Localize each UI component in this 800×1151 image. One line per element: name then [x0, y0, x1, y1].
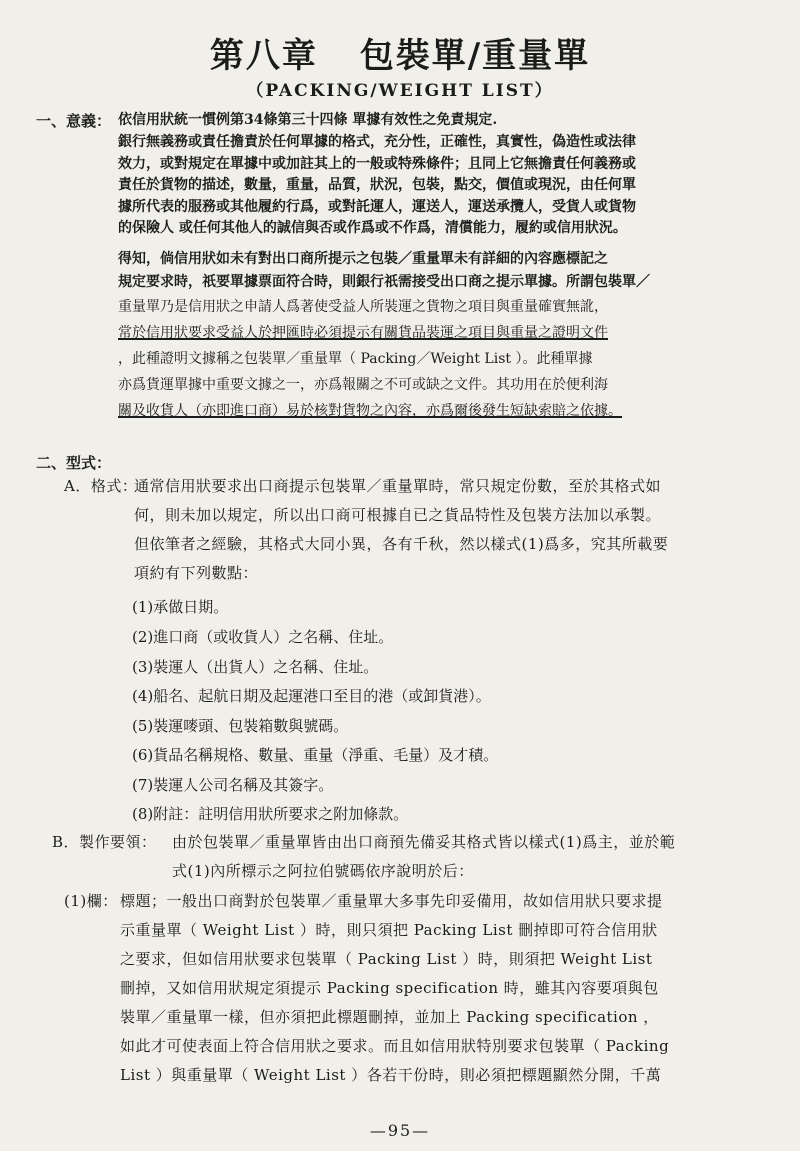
para-line: 示重量單（ Weight List ）時，則只須把 Packing List 刪掉即可符合信用狀 — [120, 921, 658, 939]
para-line: 常於信用狀要求受益人於押匯時必須提示有關貨品裝運之項目與重量之證明文件 — [118, 325, 608, 341]
list-item: (4)船名、起航日期及起運港口至目的港（或卸貨港）。 — [132, 687, 491, 705]
page-number: —95— — [369, 1121, 431, 1140]
list-item: (3)裝運人（出貨人）之名稱、住址。 — [132, 658, 379, 676]
method-text — [172, 828, 675, 886]
para-line: 重量單乃是信用狀之申請人爲著使受益人所裝運之貨物之項目與重量確實無訛， — [118, 299, 608, 315]
section-1-para-2 — [118, 248, 650, 424]
list-item: (6)貨品名稱規格、數量、重量（淨重、毛量）及才積。 — [132, 746, 499, 764]
para-line: 裝單／重量單一樣，但亦須把此標題刪掉，並加上 Packing specification ， — [120, 1008, 659, 1026]
chapter-subtitle: （PACKING/WEIGHT LIST） — [246, 81, 554, 101]
para-line: 之要求，但如信用狀要求包裝單（ Packing List ）時，則須把 Weight List — [120, 950, 653, 968]
para-line: 項約有下列數點： — [134, 564, 259, 582]
column-1-text — [120, 887, 669, 1090]
para-line: 銀行無義務或責任擔責於任何單據的格式，充分性，正確性，真實性，偽造性或法律 — [118, 134, 636, 150]
para-line: 得知，倘信用狀如未有對出口商所提示之包裝／重量單未有詳細的內容應標記之 — [118, 251, 608, 267]
para-line: 何，則未加以規定，所以出口商可根據自已之貨品特性及包裝方法加以承製。 — [134, 506, 662, 524]
section-1-para-1 — [118, 132, 636, 240]
intro-line: 依信用狀統一慣例第34條第三十四條 單據有效性之免責規定. — [118, 112, 498, 128]
list-item: (1)承做日期。 — [132, 598, 229, 616]
para-line: List ）與重量單（ Weight List ）各若干份時，則必須把標題顯然分開，千萬 — [120, 1066, 662, 1084]
para-line: 責任於貨物的描述，數量，重量，品質，狀況，包裝，點交，價值或現況，由任何單 — [118, 177, 636, 193]
list-item: (8)附註：註明信用狀所要求之附加條款。 — [132, 805, 409, 823]
chapter-name: 包裝單/重量單 — [359, 36, 591, 76]
section-2-heading: 二、型式： — [36, 454, 112, 472]
para-line: 標題；一般出口商對於包裝單／重量單大多事先印妥備用，故如信用狀只要求提 — [120, 892, 663, 910]
para-line: 如此才可使表面上符合信用狀之要求。而且如信用狀特別要求包裝單（ Packing — [120, 1037, 670, 1055]
chapter-title — [0, 28, 800, 77]
method-label: B．製作要領： — [52, 833, 157, 851]
para-line: 規定要求時，祇要單據票面符合時，則銀行祇需接受出口商之提示單據。所謂包裝單／ — [118, 274, 650, 290]
format-text — [134, 472, 668, 588]
para-line: 的保險人 或任何其他人的誠信與否或作爲或不作爲，清償能力，履約或信用狀況。 — [118, 220, 627, 236]
para-line: 關及收貨人（亦即進口商）易於核對貨物之內容，亦爲爾後發生短缺索賠之依據。 — [118, 403, 622, 419]
para-line: 刪掉，又如信用狀規定須提示 Packing specification 時，雖其內容要項與包 — [120, 979, 659, 997]
para-line: 據所代表的服務或其他履約行爲，或對託運人，運送人，運送承攬人，受貨人或貨物 — [118, 198, 636, 215]
para-line: ，此種證明文據稱之包裝單／重量單（ Packing／Weight List ）。此種單據 — [118, 351, 593, 367]
para-line: 由於包裝單／重量單皆由出口商預先備妥其格式皆以樣式(1)爲主，並於範 — [172, 833, 676, 851]
para-line: 效力，或對規定在單據中或加註其上的一般或特殊條件；且同上它無擔責任何義務或 — [118, 155, 636, 172]
chapter-number: 第八章 — [209, 36, 318, 76]
para-line: 但依筆者之經驗，其格式大同小異，各有千秋，然以樣式(1)爲多，究其所載要 — [134, 535, 669, 553]
list-item: (5)裝運嘜頭、包裝箱數與號碼。 — [132, 717, 349, 735]
para-line: 式(1)內所標示之阿拉伯號碼依序說明於后： — [172, 862, 474, 880]
column-1-label: (1)欄： — [64, 892, 118, 910]
list-item: (7)裝運人公司名稱及其簽字。 — [132, 776, 334, 794]
section-1-intro — [118, 110, 497, 131]
para-line: 亦爲貨運單據中重要文據之一，亦爲報關之不可或缺之文件。其功用在於便利海 — [118, 377, 608, 393]
list-item: (2)進口商（或收貨人）之名稱、住址。 — [132, 628, 394, 646]
section-1-heading: 一、意義： — [36, 112, 112, 130]
para-line: 通常信用狀要求出口商提示包裝單／重量單時，常只規定份數，至於其格式如 — [134, 477, 662, 495]
format-label: A．格式： — [64, 477, 138, 495]
